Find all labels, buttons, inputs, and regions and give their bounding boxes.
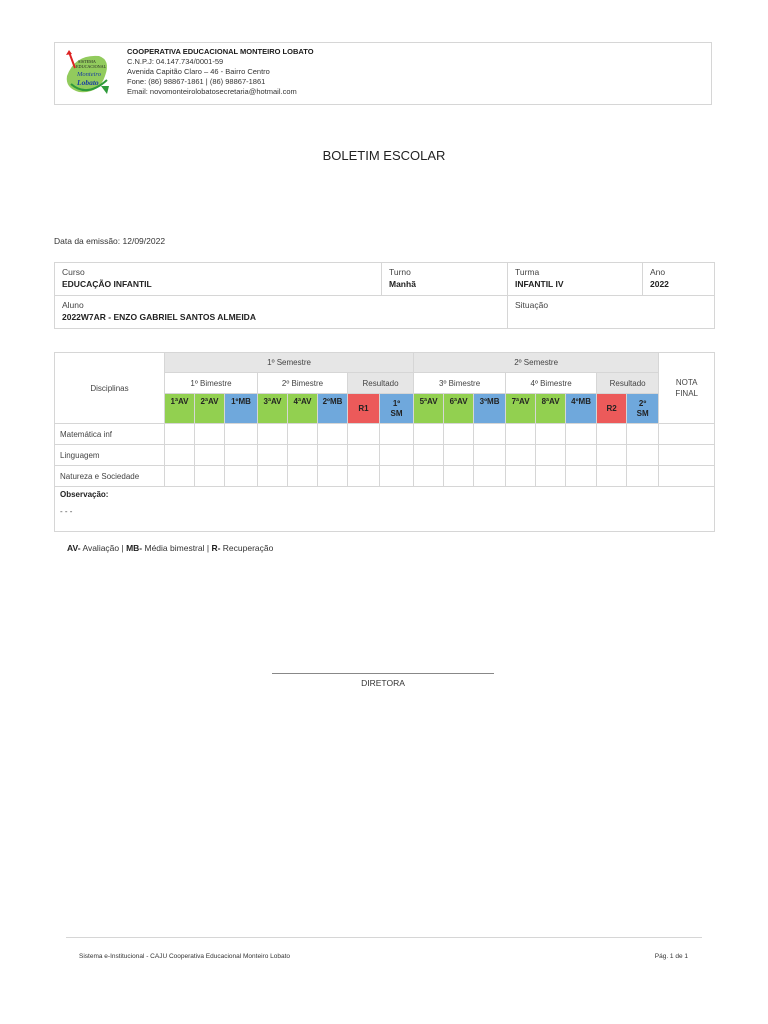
signature-line bbox=[272, 673, 494, 674]
turno-cell bbox=[382, 263, 508, 296]
col-1sm bbox=[380, 394, 414, 424]
table-row bbox=[55, 424, 715, 445]
subject-name: Linguagem bbox=[55, 445, 165, 466]
col-8av: 8ªAV bbox=[536, 394, 566, 424]
ano-label: Ano bbox=[650, 267, 666, 277]
grades-table bbox=[54, 352, 715, 532]
svg-text:EDUCACIONAL: EDUCACIONAL bbox=[76, 64, 107, 69]
turno-value: Manhã bbox=[389, 279, 416, 289]
svg-text:SISTEMA: SISTEMA bbox=[78, 59, 96, 64]
footer-system: Sistema e-Institucional - CAJU Cooperativa Educacional Monteiro Lobato bbox=[79, 953, 290, 960]
col-7av: 7ªAV bbox=[506, 394, 536, 424]
ano-cell bbox=[643, 263, 715, 296]
school-info bbox=[127, 47, 314, 97]
observacao-cell bbox=[55, 487, 715, 532]
turma-cell bbox=[508, 263, 643, 296]
turma-label: Turma bbox=[515, 267, 540, 277]
col-2sm bbox=[627, 394, 659, 424]
svg-text:Monteiro: Monteiro bbox=[77, 71, 101, 78]
legend-mb-text: Média bimestral | bbox=[142, 543, 212, 553]
legend-av-text: Avaliação | bbox=[80, 543, 127, 553]
col-4mb: 4ºMB bbox=[566, 394, 597, 424]
subject-name: Matemática inf bbox=[55, 424, 165, 445]
school-name: COOPERATIVA EDUCACIONAL MONTEIRO LOBATO bbox=[127, 47, 314, 56]
ano-value: 2022 bbox=[650, 279, 669, 289]
bimester-2-header: 2º Bimestre bbox=[258, 373, 348, 394]
school-logo bbox=[61, 46, 113, 98]
bimester-4-header: 4º Bimestre bbox=[506, 373, 597, 394]
school-email: Email: novomonteirolobatosecretaria@hotmail.com bbox=[127, 87, 297, 96]
legend bbox=[67, 543, 273, 553]
col-1av: 1ªAV bbox=[165, 394, 195, 424]
col-3mb: 3ºMB bbox=[474, 394, 506, 424]
col-3av: 3ªAV bbox=[258, 394, 288, 424]
legend-r-key: R- bbox=[211, 543, 221, 553]
page-title: BOLETIM ESCOLAR bbox=[322, 148, 446, 163]
school-cnpj: C.N.P.J: 04.147.734/0001-59 bbox=[127, 57, 224, 66]
col-r1: R1 bbox=[348, 394, 380, 424]
aluno-cell bbox=[55, 296, 508, 329]
observacao-label: Observação: bbox=[60, 490, 109, 499]
situacao-cell bbox=[508, 296, 715, 329]
resultado-2-header: Resultado bbox=[597, 373, 659, 394]
school-phone: Fone: (86) 98867-1861 | (86) 98867-1861 bbox=[127, 77, 266, 86]
bimester-1-header: 1º Bimestre bbox=[165, 373, 258, 394]
col-r2: R2 bbox=[597, 394, 627, 424]
aluno-value: 2022W7AR - ENZO GABRIEL SANTOS ALMEIDA bbox=[62, 312, 256, 322]
col-6av: 6ªAV bbox=[444, 394, 474, 424]
col-2av: 2ªAV bbox=[195, 394, 225, 424]
footer-page-number: Pág. 1 de 1 bbox=[654, 953, 688, 960]
curso-value: EDUCAÇÃO INFANTIL bbox=[62, 279, 152, 289]
svg-text:Lobato: Lobato bbox=[77, 78, 99, 87]
semester-2-header: 2º Semestre bbox=[414, 353, 659, 373]
aluno-label: Aluno bbox=[62, 300, 84, 310]
table-row bbox=[55, 466, 715, 487]
col-4av: 4ªAV bbox=[288, 394, 318, 424]
footer-divider bbox=[66, 937, 702, 938]
table-row bbox=[55, 445, 715, 466]
subject-name: Natureza e Sociedade bbox=[55, 466, 165, 487]
col-2sm-line1: 2º bbox=[638, 398, 647, 408]
curso-cell bbox=[55, 263, 382, 296]
nota-final-line1: NOTA bbox=[675, 378, 698, 387]
school-address: Avenida Capitão Claro – 46 - Bairro Centro bbox=[127, 67, 270, 76]
col-1mb: 1ºMB bbox=[225, 394, 258, 424]
observacao-value: - - - bbox=[60, 507, 73, 516]
legend-r-text: Recuperação bbox=[220, 543, 274, 553]
col-1sm-line2: SM bbox=[390, 408, 403, 418]
situacao-label: Situação bbox=[515, 300, 549, 310]
nota-final-line2: FINAL bbox=[675, 389, 698, 398]
col-1sm-line1: 1º bbox=[392, 398, 401, 408]
legend-mb-key: MB- bbox=[126, 543, 143, 553]
col-2mb: 2ºMB bbox=[318, 394, 348, 424]
col-5av: 5ªAV bbox=[414, 394, 444, 424]
nota-final-header bbox=[659, 353, 715, 424]
resultado-1-header: Resultado bbox=[348, 373, 414, 394]
signature-label: DIRETORA bbox=[361, 678, 405, 688]
curso-label: Curso bbox=[62, 267, 85, 277]
col-2sm-line2: SM bbox=[636, 408, 649, 418]
turno-label: Turno bbox=[389, 267, 411, 277]
school-header bbox=[54, 42, 712, 105]
emission-date: Data da emissão: 12/09/2022 bbox=[54, 236, 166, 246]
student-info-table bbox=[54, 262, 715, 329]
bimester-3-header: 3º Bimestre bbox=[414, 373, 506, 394]
legend-av-key: AV- bbox=[67, 543, 81, 553]
disciplinas-header: Disciplinas bbox=[55, 353, 165, 424]
turma-value: INFANTIL IV bbox=[515, 279, 564, 289]
semester-1-header: 1º Semestre bbox=[165, 353, 414, 373]
